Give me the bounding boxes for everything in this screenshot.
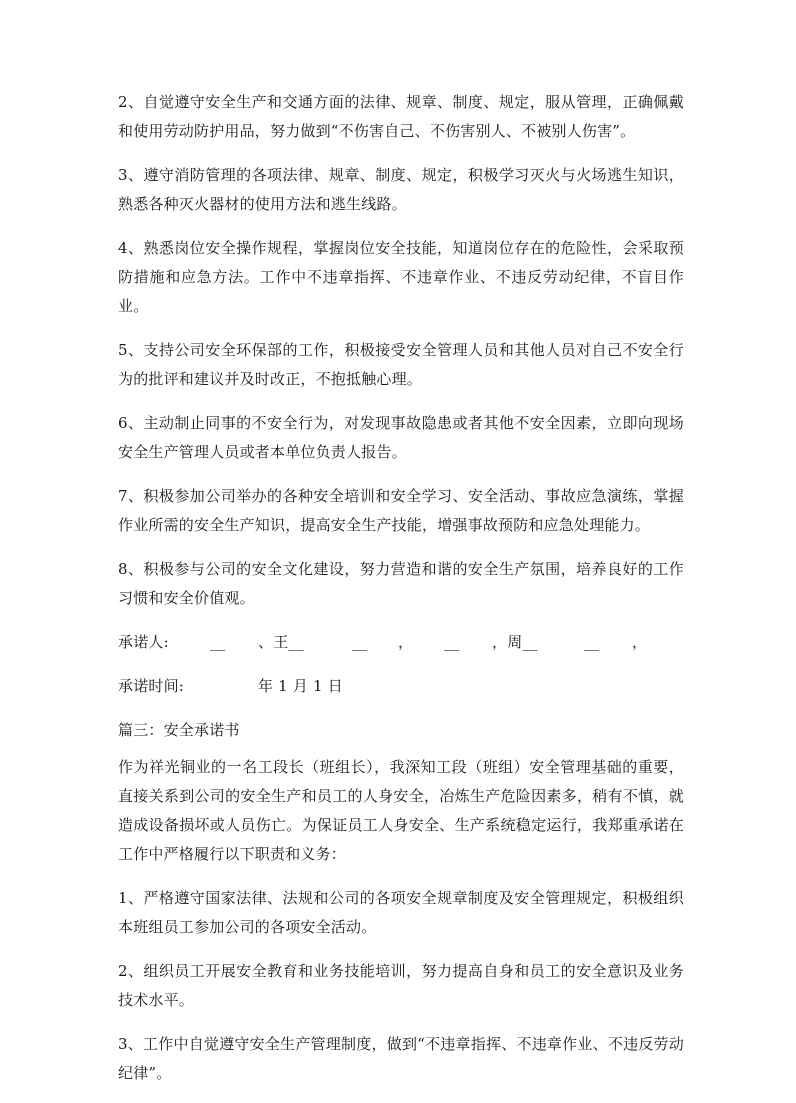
document-page <box>118 88 684 1103</box>
signer-name-2: ，周__ <box>492 633 538 651</box>
date-line <box>118 672 684 701</box>
signer-name-1: 、王__ <box>258 633 304 651</box>
signer-blank-3: __ <box>444 633 460 651</box>
date-value: 年 1 月 1 日 <box>258 677 343 695</box>
signer-label: 承诺人: <box>118 633 169 651</box>
paragraph-item-8: 8、积极参与公司的安全文化建设，努力营造和谐的安全生产氛围，培养良好的工作习惯和安全价值观。 <box>118 560 684 607</box>
signer-blank-2: __ <box>352 633 368 651</box>
paragraph-item-6: 6、主动制止同事的不安全行为，对发现事故隐患或者其他不安全因素，立即向现场安全生产管理人员或者本单位负责人报告。 <box>118 414 684 461</box>
signer-line <box>118 628 684 657</box>
signer-comma-2: ， <box>632 633 648 651</box>
paragraph-duty-2: 2、组织员工开展安全教育和业务技能培训，努力提高自身和员工的安全意识及业务技术水平。 <box>118 962 684 1009</box>
date-label: 承诺时间: <box>118 677 185 695</box>
signer-blank-1: __ <box>210 633 226 651</box>
paragraph-duty-3: 3、工作中自觉遵守安全生产管理制度，做到“不违章指挥、不违章作业、不违反劳动纪律”。 <box>118 1035 684 1082</box>
signer-blank-4: __ <box>584 633 600 651</box>
paragraph-item-5: 5、支持公司安全环保部的工作，积极接受安全管理人员和其他人员对自己不安全行为的批评和建议并及时改正，不抱抵触心理。 <box>118 341 684 388</box>
signer-comma-1: ， <box>398 633 414 651</box>
paragraph-item-7: 7、积极参加公司举办的各种安全培训和安全学习、安全活动、事故应急演练，掌握作业所需的安全生产知识，提高安全生产技能，增强事故预防和应急处理能力。 <box>118 487 684 534</box>
section-title: 篇三：安全承诺书 <box>118 721 240 739</box>
paragraph-intro: 作为祥光铜业的一名工段长（班组长），我深知工段（班组）安全管理基础的重要，直接关系到公司的安全生产和员工的人身安全，冶炼生产危险因素多，稍有不慎，就造成设备损坏或人员伤亡。为保证员工人身安全、生产系统稳定运行，我郑重承诺在工作中严格履行以下职责和义务： <box>118 758 684 863</box>
paragraph-duty-1: 1、严格遵守国家法律、法规和公司的各项安全规章制度及安全管理规定，积极组织本班组员工参加公司的各项安全活动。 <box>118 889 684 936</box>
paragraph-item-2: 2、自觉遵守安全生产和交通方面的法律、规章、制度、规定，服从管理，正确佩戴和使用劳动防护用品，努力做到“不伤害自己、不伤害别人、不被别人伤害”。 <box>118 93 684 140</box>
paragraph-item-4: 4、熟悉岗位安全操作规程，掌握岗位安全技能，知道岗位存在的危险性，会采取预防措施和应急方法。工作中不违章指挥、不违章作业、不违反劳动纪律，不盲目作业。 <box>118 239 684 315</box>
paragraph-item-3: 3、遵守消防管理的各项法律、规章、制度、规定，积极学习灭火与火场逃生知识，熟悉各种灭火器材的使用方法和逃生线路。 <box>118 166 684 213</box>
